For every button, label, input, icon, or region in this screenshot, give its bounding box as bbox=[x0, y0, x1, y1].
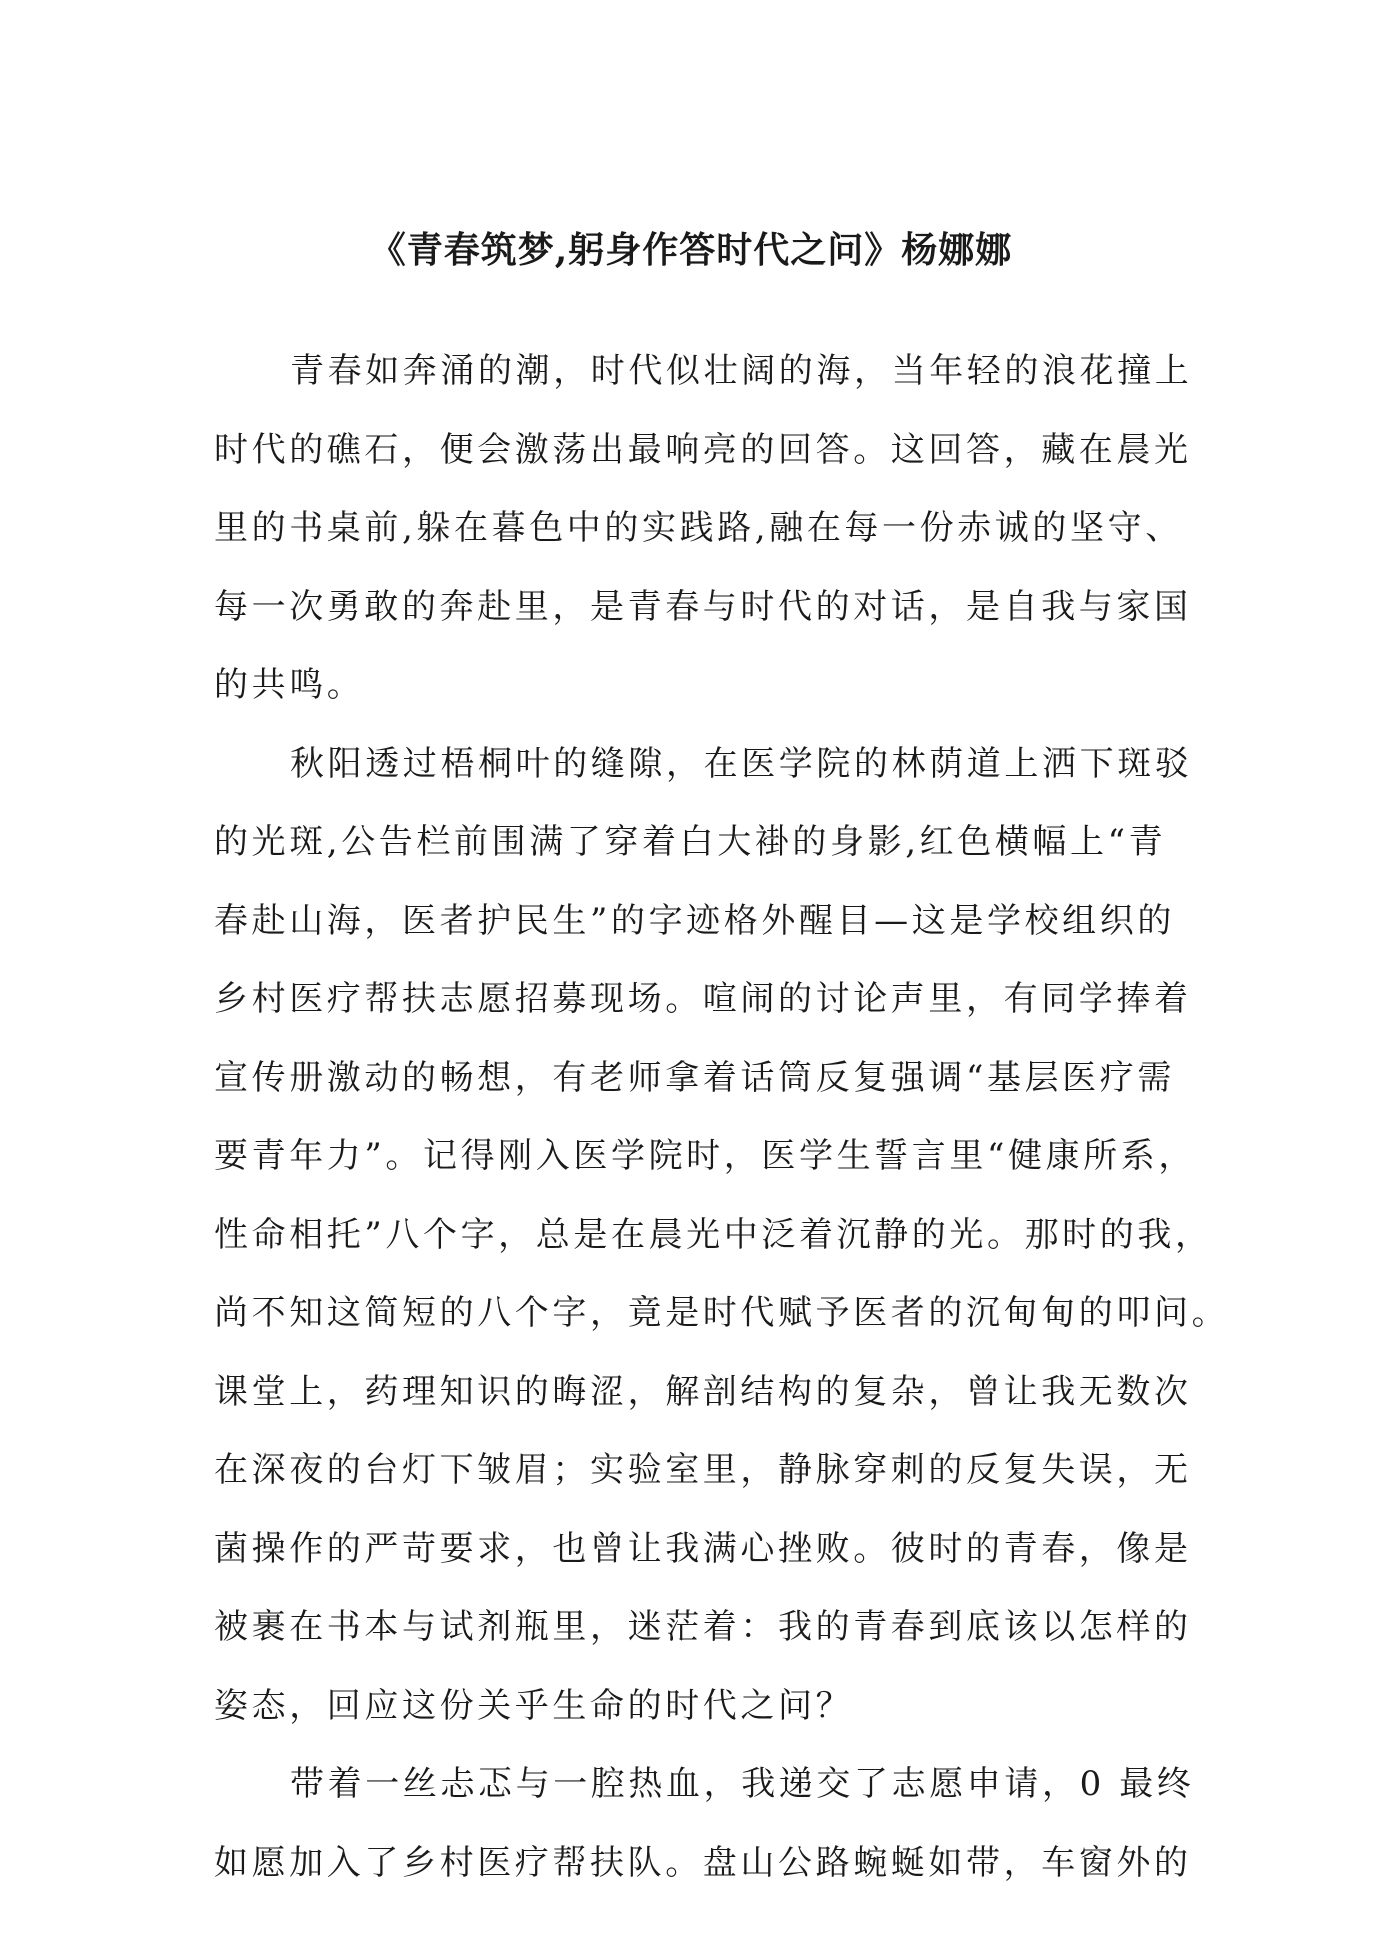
essay-title: 《青春筑梦,躬身作答时代之问》杨娜娜 bbox=[369, 229, 1013, 271]
paragraph-line: 性命相托”八个字，总是在晨光中泛着沉静的光。那时的我， bbox=[214, 1214, 1213, 1255]
paragraph-1 bbox=[214, 332, 1194, 725]
paragraph-line: 宣传册激动的畅想，有老师拿着话筒反复强调“基层医疗需 bbox=[214, 1057, 1175, 1098]
paragraph-3 bbox=[214, 1745, 1194, 1902]
paragraph-line: 里的书桌前,躲在暮色中的实践路,融在每一份赤诚的坚守、 bbox=[214, 508, 1183, 548]
paragraph-line: 乡村医疗帮扶志愿招募现场。喧闹的讨论声里，有同学捧着 bbox=[214, 979, 1192, 1019]
paragraph-line: 春赴山海，医者护民生”的字迹格外醒目—这是学校组织的 bbox=[214, 900, 1175, 941]
paragraph-line: 课堂上，药理知识的晦涩，解剖结构的复杂，曾让我无数次 bbox=[214, 1371, 1192, 1412]
paragraph-line: 时代的礁石，便会激荡出最响亮的回答。这回答，藏在晨光 bbox=[214, 429, 1192, 470]
paragraph-line: 的共鸣。 bbox=[214, 665, 365, 705]
paragraph-line: 尚不知这简短的八个字，竟是时代赋予医者的沉甸甸的叩问。 bbox=[214, 1293, 1230, 1333]
paragraph-line: 姿态，回应这份关乎生命的时代之问？ bbox=[214, 1685, 854, 1726]
paragraph-line: 菌操作的严苛要求，也曾让我满心挫败。彼时的青春，像是 bbox=[214, 1528, 1192, 1569]
paragraph-line: 带着一丝忐忑与一腔热血，我递交了志愿申请，0 最终 bbox=[290, 1764, 1195, 1804]
paragraph-line: 秋阳透过梧桐叶的缝隙，在医学院的林荫道上洒下斑驳 bbox=[290, 743, 1193, 784]
paragraph-line: 如愿加入了乡村医疗帮扶队。盘山公路蜿蜒如带，车窗外的 bbox=[214, 1842, 1192, 1883]
paragraph-line: 要青年力”。记得刚入医学院时，医学生誓言里“健康所系， bbox=[214, 1136, 1196, 1176]
paragraph-line: 在深夜的台灯下皱眉；实验室里，静脉穿刺的反复失误，无 bbox=[214, 1450, 1192, 1490]
paragraph-line: 的光斑,公告栏前围满了穿着白大褂的身影,红色横幅上“青 bbox=[214, 822, 1167, 862]
essay-body bbox=[214, 332, 1230, 1902]
paragraph-line: 每一次勇敢的奔赴里，是青春与时代的对话，是自我与家国 bbox=[214, 586, 1192, 627]
paragraph-2 bbox=[214, 725, 1230, 1746]
paragraph-line: 被裹在书本与试剂瓶里，迷茫着：我的青春到底该以怎样的 bbox=[214, 1607, 1192, 1647]
paragraph-line: 青春如奔涌的潮，时代似壮阔的海，当年轻的浪花撞上 bbox=[290, 351, 1193, 391]
